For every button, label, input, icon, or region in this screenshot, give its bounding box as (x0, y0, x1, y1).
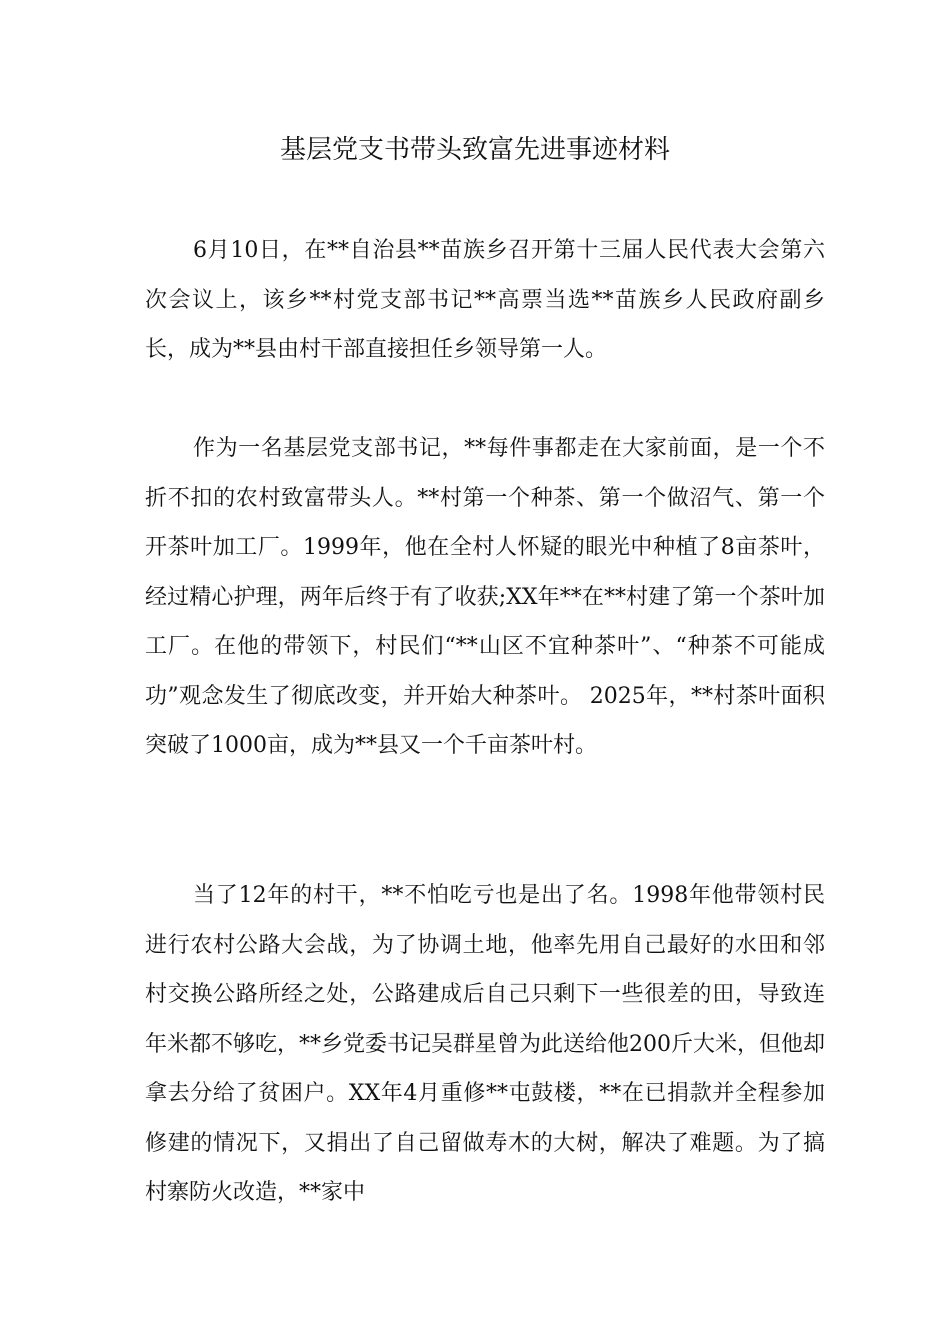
paragraph-3: 当了12年的村干，**不怕吃亏也是出了名。1998年他带领村民进行农村公路大会战，为了协调土地，他率先用自己最好的水田和邻村交换公路所经之处，公路建成后自己只剩下一些很差的田，导致连年米都不够吃，**乡党委书记吴群星曾为此送给他200斤大米，但他却拿去分给了贫困户。XX年4月重修**屯鼓楼，**在已捐款并全程参加修建的情况下，又捐出了自己留做寿木的大树，解决了难题。为了搞村寨防火改造，**家中 (145, 883, 825, 1205)
document-title: 基层党支书带头致富先进事迹材料 (279, 135, 670, 165)
paragraph-2: 作为一名基层党支部书记，**每件事都走在大家前面，是一个不折不扣的农村致富带头人。**村第一个种茶、第一个做沼气、第一个开茶叶加工厂。1999年，他在全村人怀疑的眼光中种植了8亩茶叶，经过精心护理，两年后终于有了收获;XX年**在**村建了第一个茶叶加工厂。在他的带领下，村民们“**山区不宜种茶叶”、“种茶不可能成功”观念发生了彻底改变，并开始大种茶叶。 2025年，**村茶叶面积突破了1000亩，成为**县又一个千亩茶叶村。 (145, 436, 825, 758)
paragraph-1: 6月10日，在**自治县**苗族乡召开第十三届人民代表大会第六次会议上，该乡**村党支部书记**高票当选**苗族乡人民政府副乡长，成为**县由村干部直接担任乡领导第一人。 (145, 238, 825, 362)
